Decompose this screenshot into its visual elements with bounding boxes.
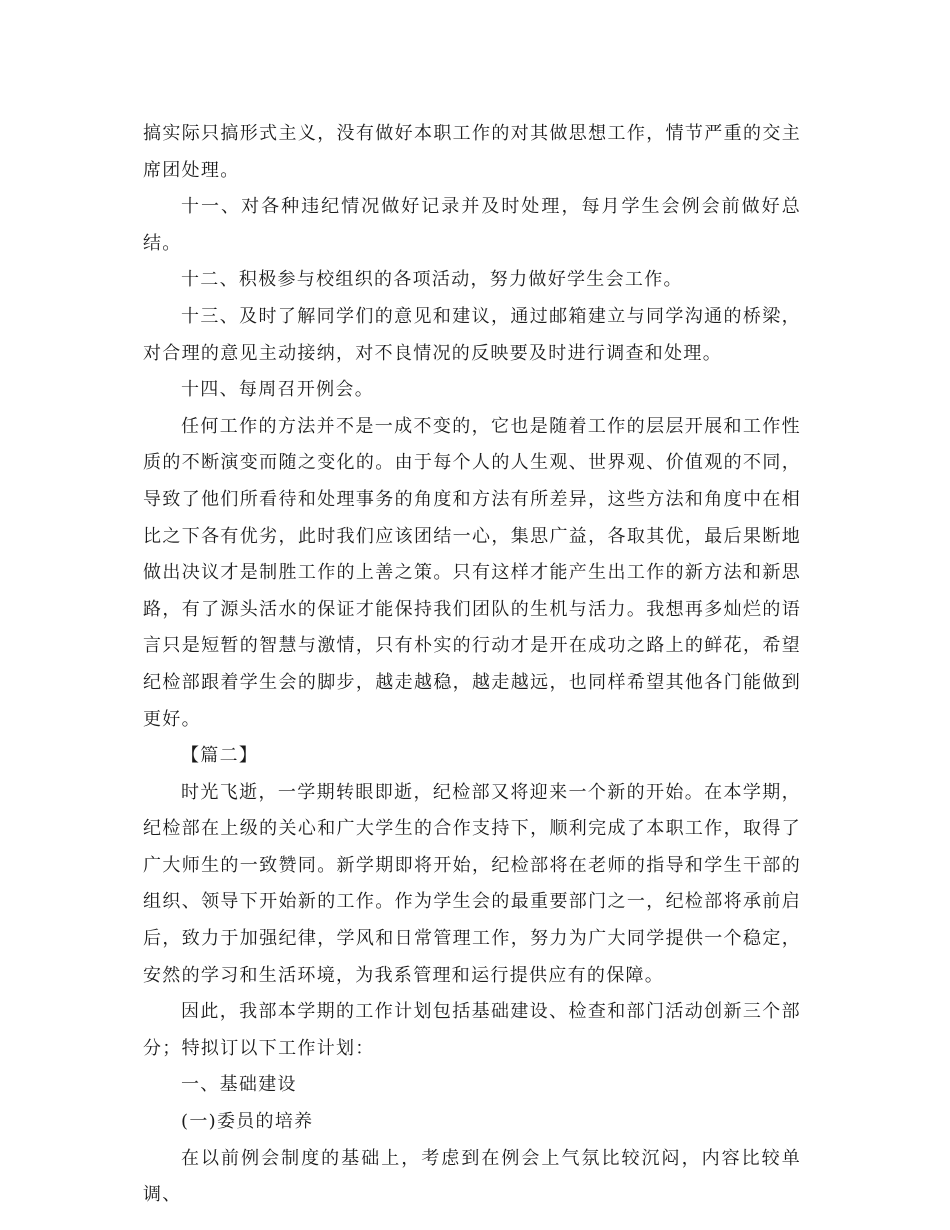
paragraph-1: 搞实际只搞形式主义，没有做好本职工作的对其做思想工作，情节严重的交主席团处理。	[143, 123, 801, 181]
paragraph-item-14: 十四、每周召开例会。	[181, 379, 374, 401]
section-heading-part-two: 【篇二】	[181, 745, 259, 767]
paragraph-meeting-system: 在以前例会制度的基础上，考虑到在例会上气氛比较沉闷，内容比较单调、	[143, 1147, 801, 1206]
paragraph-plan-intro: 因此，我部本学期的工作计划包括基础建设、检查和部门活动创新三个部分；特拟订以下工作计划：	[143, 1001, 801, 1059]
paragraph-new-semester: 时光飞逝，一学期转眼即逝，纪检部又将迎来一个新的开始。在本学期，纪检部在上级的关心和广大学生的合作支持下，顺利完成了本职工作，取得了广大师生的一致赞同。新学期即将开始，纪检部将在老师的指导和学生干部的组织、领导下开始新的工作。作为学生会的最重要部门之一，纪检部将承前启后，致力于加强纪律，学风和日常管理工作，努力为广大同学提供一个稳定，安然的学习和生活环境，为我系管理和运行提供应有的保障。	[143, 781, 801, 986]
paragraph-item-13: 十三、及时了解同学们的意见和建议，通过邮箱建立与同学沟通的桥梁，对合理的意见主动接纳，对不良情况的反映要及时进行调查和处理。	[143, 305, 801, 364]
paragraph-methods: 任何工作的方法并不是一成不变的，它也是随着工作的层层开展和工作性质的不断演变而随之变化的。由于每个人的人生观、世界观、价值观的不同，导致了他们所看待和处理事务的角度和方法有所差异，这些方法和角度中在相比之下各有优劣，此时我们应该团结一心，集思广益，各取其优，最后果断地做出决议才是制胜工作的上善之策。只有这样才能产生出工作的新方法和新思路，有了源头活水的保证才能保持我们团队的生机与活力。我想再多灿烂的语言只是短暂的智慧与激情，只有朴实的行动才是开在成功之路上的鲜花，希望纪检部跟着学生会的脚步，越走越稳，越走越远，也同样希望其他各门能做到更好。	[143, 415, 801, 730]
paragraph-item-12: 十二、积极参与校组织的各项活动，努力做好学生会工作。	[181, 269, 683, 291]
subsection-heading-member-training: (一)委员的培养	[181, 1111, 314, 1133]
section-heading-basic-construction: 一、基础建设	[181, 1074, 297, 1096]
document-body	[143, 116, 801, 1214]
paragraph-item-11: 十一、对各种违纪情况做好记录并及时处理，每月学生会例会前做好总结。	[143, 196, 801, 254]
